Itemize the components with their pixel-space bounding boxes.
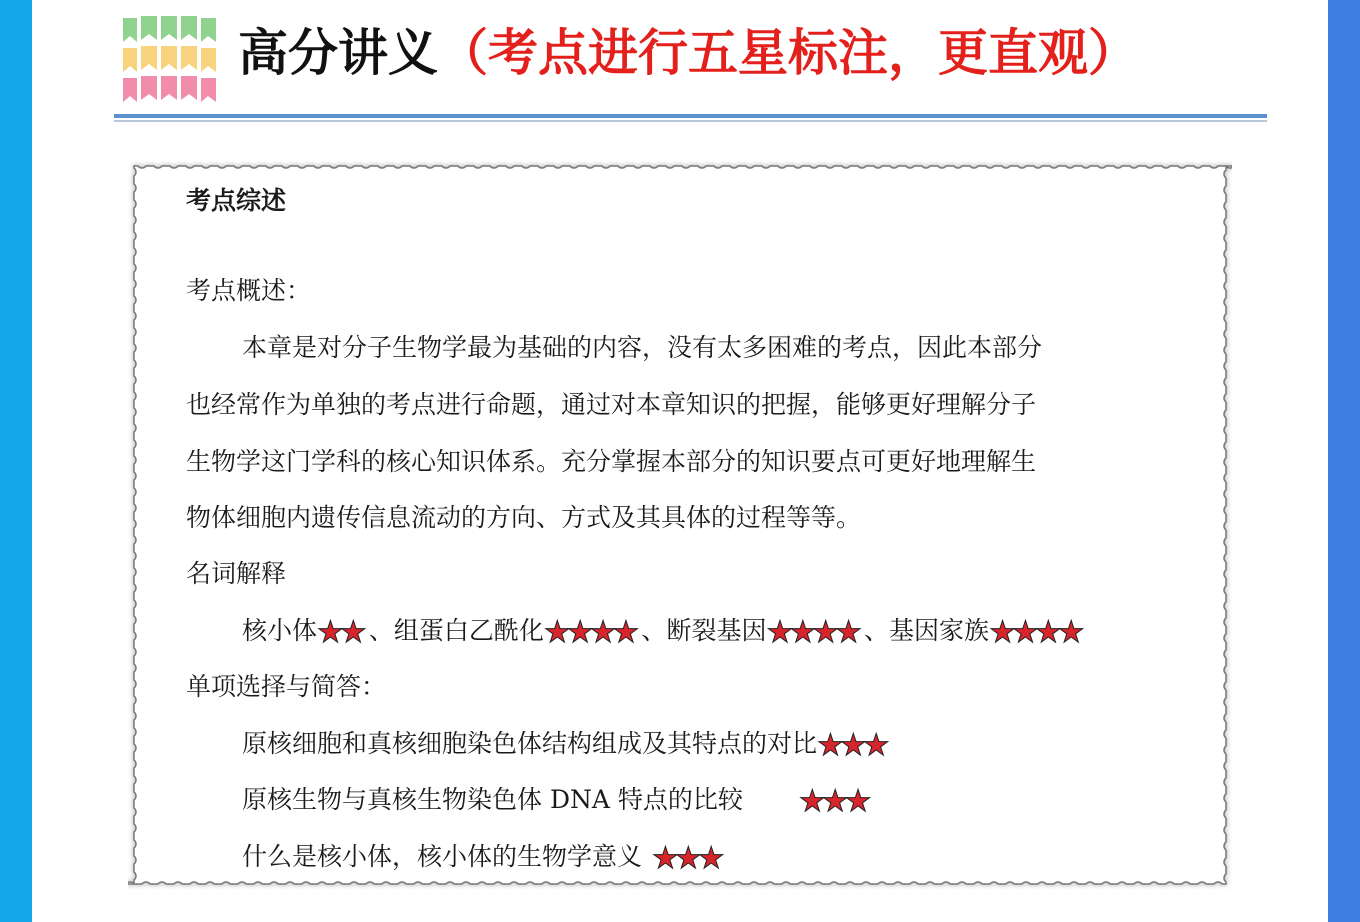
terms-list [186, 614, 1087, 648]
bunting-flags-icon [120, 12, 220, 107]
term-label: 基因家族 [889, 616, 990, 645]
star-rating-icon: ★★★ [652, 840, 721, 876]
qa-item-text: 原核生物与真核生物染色体 DNA 特点的比较 [242, 785, 743, 814]
qa-item [186, 783, 874, 817]
star-rating-icon: ★★★★ [766, 614, 859, 650]
term-separator: 、 [368, 616, 394, 645]
term-label: 断裂基因 [666, 616, 767, 645]
overview-heading: 考点概述： [186, 276, 312, 305]
page-title [238, 18, 1138, 88]
overview-line-3: 生物学这门学科的核心知识体系。充分掌握本部分的知识要点可更好地理解生 [186, 447, 1037, 476]
qa-item-text: 什么是核小体，核小体的生物学意义 [242, 842, 643, 871]
left-accent-bar [0, 0, 32, 922]
overview-line-4: 物体细胞内遗传信息流动的方向、方式及其具体的过程等等。 [186, 503, 862, 532]
qa-item [186, 840, 727, 874]
qa-item [186, 727, 892, 761]
title-main: 高分讲义 [238, 24, 438, 82]
star-rating-icon: ★★★★ [543, 614, 636, 650]
term-label: 组蛋白乙酰化 [393, 616, 544, 645]
star-rating-icon: ★★★ [798, 783, 868, 819]
star-rating-icon: ★★★★ [989, 614, 1081, 650]
overview-line-1: 本章是对分子生物学最为基础的内容，没有太多困难的考点，因此本部分 [242, 333, 1043, 362]
title-divider-shadow [114, 120, 1267, 122]
section-title: 考点综述 [186, 186, 287, 215]
terms-heading: 名词解释 [186, 559, 287, 588]
star-rating-icon: ★★ [317, 614, 363, 650]
title-divider [114, 114, 1267, 118]
overview-line-2: 也经常作为单独的考点进行命题，通过对本章知识的把握，能够更好理解分子 [186, 390, 1037, 419]
qa-item-text: 原核细胞和真核细胞染色体结构组成及其特点的对比 [242, 729, 818, 758]
term-label: 核小体 [242, 616, 318, 645]
term-separator: 、 [641, 616, 667, 645]
qa-heading: 单项选择与简答： [186, 672, 387, 701]
star-rating-icon: ★★★ [817, 727, 886, 763]
right-accent-bar [1328, 0, 1360, 922]
title-subtitle: （考点进行五星标注，更直观） [438, 24, 1138, 82]
term-separator: 、 [864, 616, 890, 645]
